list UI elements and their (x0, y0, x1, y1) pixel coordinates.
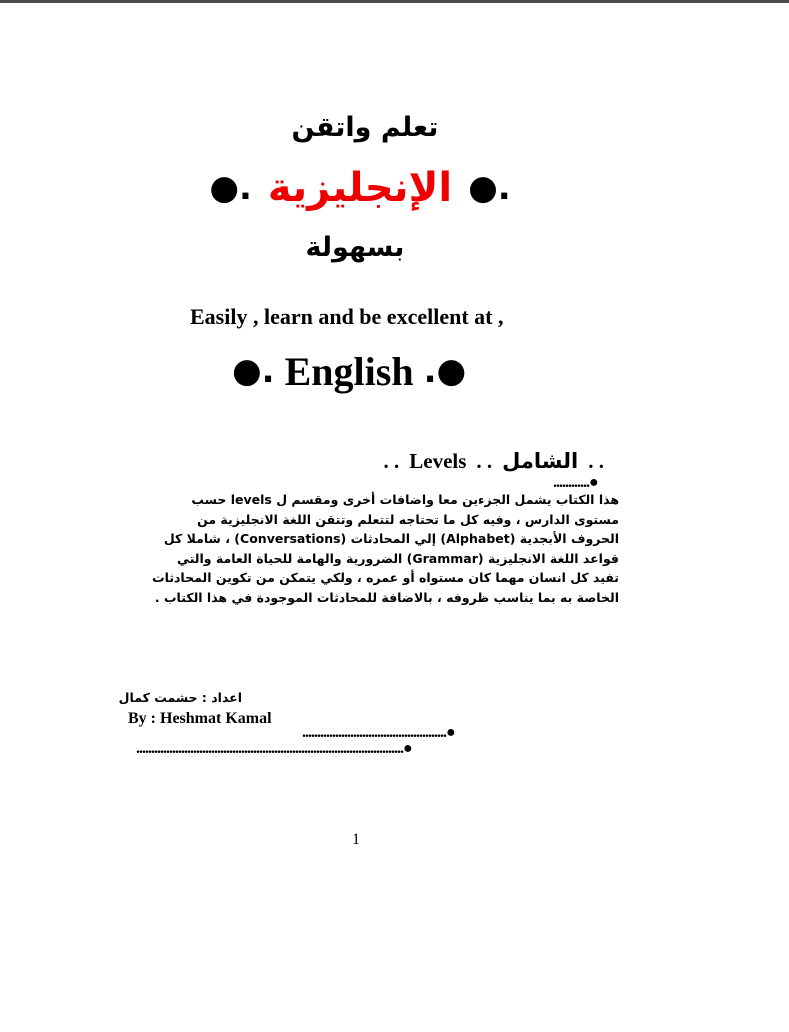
dots-mid: . . (476, 448, 493, 473)
levels-heading (384, 446, 605, 476)
page-top-border (0, 0, 789, 3)
english-subtitle: Easily , learn and be excellent at , (190, 304, 504, 329)
english-word: English (284, 348, 414, 394)
bullet-icon: ●. (468, 168, 511, 208)
dotted-divider-short: ................................................● (302, 724, 455, 741)
dots-left: . . (383, 448, 400, 473)
levels-word: Levels (409, 448, 467, 473)
bullet-icon: ●. (232, 351, 275, 391)
title-line-learn-master: تعلم واتقن (291, 112, 439, 143)
english-heading (232, 345, 466, 397)
bullet-icon: .● (423, 351, 467, 391)
dotted-underline: ............● (553, 474, 598, 491)
title-line-english-arabic (200, 160, 520, 216)
dotted-divider-long: .........................................................................................● (136, 740, 412, 757)
title-line-easily: بسهولة (305, 232, 405, 263)
book-description: هذا الكتاب يشمل الجزءين معا واضافات أخرى ومقسم ل levels حسب مستوى الدارس ، وفيه كل ما تحتاجه لتتعلم وتتقن اللغة الانجليزية من الحروف الأبجدية (Alphabet) إلي المحادثات (Conversations) ، شاملا كل قواعد اللغة الانجليزية (Grammar) الضرورية والهامة للحياة العامة والتي تفيد كل انسان مهما كان مستواه أو عمره ، ولكي يتمكن من تكوين المحادثات الخاصة به بما يناسب ظروفه ، بالاضافة للمحادثات الموجودة في هذا الكتاب . (152, 492, 619, 605)
levels-arabic: الشامل (502, 449, 579, 473)
bullet-icon: ●. (209, 168, 252, 208)
author-arabic: اعداد : حشمت كمال (118, 690, 242, 705)
title-highlight: الإنجليزية (267, 165, 453, 211)
page-number: 1 (352, 831, 360, 848)
author-english: By : Heshmat Kamal (128, 710, 272, 727)
dots-right: . . (588, 448, 604, 473)
